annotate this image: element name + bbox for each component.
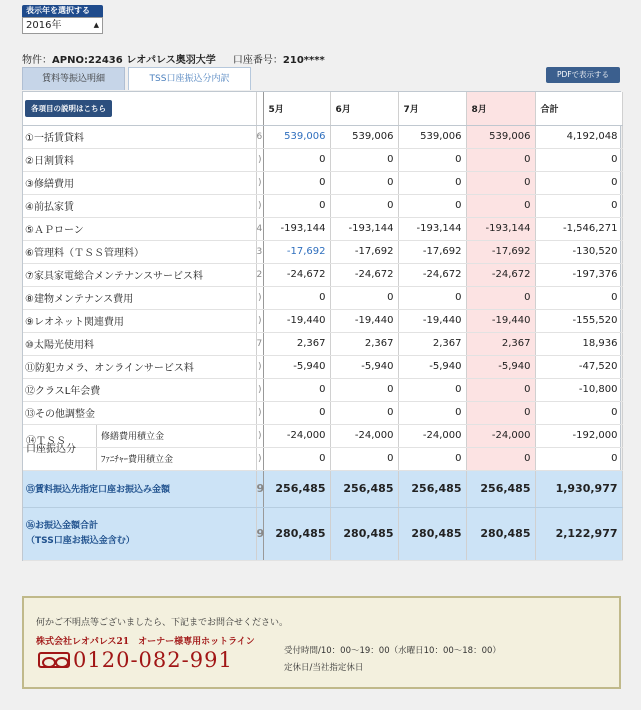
total-value: 280,485 bbox=[330, 507, 398, 560]
explain-button[interactable]: 各項目の説明はこちら bbox=[25, 100, 112, 117]
row-cut-value: ) bbox=[256, 424, 263, 447]
row-label: ⑫クラスL年会費 bbox=[23, 378, 256, 401]
free-dial-icon bbox=[38, 652, 70, 668]
row-value: -24,000 bbox=[398, 424, 466, 447]
row-value: 0 bbox=[466, 194, 535, 217]
row-cut-value: 9 bbox=[256, 470, 263, 507]
contact-hours: 受付時間/10：00〜19：00（水曜日10：00〜18：00） bbox=[284, 646, 501, 656]
row-cut-value: ) bbox=[256, 309, 263, 332]
row-cut-value: ) bbox=[256, 286, 263, 309]
statement-table bbox=[22, 91, 621, 561]
row-value: 0 bbox=[263, 401, 330, 424]
row-value: 18,936 bbox=[535, 332, 622, 355]
row-value: 0 bbox=[466, 447, 535, 470]
row-value: -24,672 bbox=[263, 263, 330, 286]
row-value: 539,006 bbox=[398, 125, 466, 148]
row-value: 0 bbox=[330, 194, 398, 217]
total-value: 256,485 bbox=[330, 470, 398, 507]
row-label: ⑤ＡＰローン bbox=[23, 217, 256, 240]
contact-phone[interactable] bbox=[38, 648, 233, 672]
pdf-button[interactable]: PDFで表示する bbox=[546, 67, 620, 83]
table-row bbox=[23, 263, 622, 286]
row-cut-value: ) bbox=[256, 447, 263, 470]
row-value: -17,692 bbox=[263, 240, 330, 263]
account-label: 口座番号： bbox=[232, 55, 283, 66]
row-value: 0 bbox=[398, 148, 466, 171]
header-gap bbox=[256, 92, 263, 125]
row-value: -193,144 bbox=[466, 217, 535, 240]
row-value: -24,672 bbox=[330, 263, 398, 286]
table-row bbox=[23, 286, 622, 309]
row-value: -5,940 bbox=[263, 355, 330, 378]
row-cut-value: ) bbox=[256, 194, 263, 217]
tss-inner bbox=[23, 443, 256, 470]
row-value: 0 bbox=[263, 286, 330, 309]
row-cut-value: ) bbox=[256, 355, 263, 378]
row-label: ⑩太陽光使用料 bbox=[23, 332, 256, 355]
table-row bbox=[23, 240, 622, 263]
row-value: -193,144 bbox=[330, 217, 398, 240]
year-selector-label: 表示年を選択する bbox=[22, 5, 103, 17]
row-value: 0 bbox=[466, 378, 535, 401]
row-label: ③修繕費用 bbox=[23, 171, 256, 194]
row-value: 0 bbox=[535, 447, 622, 470]
contact-company: 株式会社レオパレス21 オーナー様専用ホットライン bbox=[36, 637, 255, 647]
row-cut-value: 9 bbox=[256, 507, 263, 560]
row-value: 0 bbox=[330, 171, 398, 194]
row-value: 0 bbox=[466, 171, 535, 194]
table-row bbox=[23, 148, 622, 171]
contact-question: 何かご不明点等ございましたら、下記までお問合せください。 bbox=[36, 618, 289, 628]
row-label: ⑪防犯カメラ、オンラインサービス料 bbox=[23, 355, 256, 378]
row-value: -5,940 bbox=[466, 355, 535, 378]
column-header: 合計 bbox=[535, 92, 622, 125]
tab-rent-statement[interactable]: 賃料等振込明細 bbox=[22, 67, 125, 90]
account-number: 210**** bbox=[282, 55, 325, 66]
property-label: 物件： bbox=[22, 55, 52, 66]
row-value: 0 bbox=[330, 286, 398, 309]
table-row bbox=[23, 171, 622, 194]
property-info bbox=[22, 51, 325, 66]
tss-row-label-cell bbox=[23, 443, 256, 470]
table-row bbox=[23, 217, 622, 240]
tss-subrow-label: 修繕費用積立金 bbox=[101, 432, 165, 442]
row-value: 2,367 bbox=[466, 332, 535, 355]
total-value: 256,485 bbox=[466, 470, 535, 507]
row-value: 0 bbox=[398, 286, 466, 309]
row-value: -155,520 bbox=[535, 309, 622, 332]
property-name: APNO:22436 レオパレス奥羽大学 bbox=[52, 55, 216, 66]
total-value: 256,485 bbox=[263, 470, 330, 507]
contact-box bbox=[22, 596, 621, 689]
row-value: -19,440 bbox=[263, 309, 330, 332]
row-label: ①一括賃貸料 bbox=[23, 125, 256, 148]
row-value: -24,672 bbox=[398, 263, 466, 286]
table-row bbox=[23, 332, 622, 355]
row-value: -24,000 bbox=[466, 424, 535, 447]
row-value: -24,000 bbox=[263, 424, 330, 447]
tss-label-line2: 口座振込分 bbox=[26, 443, 76, 455]
row-value: 0 bbox=[466, 286, 535, 309]
row-value: -24,672 bbox=[466, 263, 535, 286]
row-label: ⑬その他調整金 bbox=[23, 401, 256, 424]
tss-row bbox=[23, 447, 622, 470]
row-value: -1,546,271 bbox=[535, 217, 622, 240]
select-arrows-icon: ▲ bbox=[93, 21, 99, 29]
row-value: -192,000 bbox=[535, 424, 622, 447]
row-value: 0 bbox=[398, 447, 466, 470]
row-value: 2,367 bbox=[398, 332, 466, 355]
year-selector[interactable] bbox=[22, 5, 103, 34]
total-label-line1: ⑯お振込金額合計 bbox=[26, 520, 99, 531]
row-value: 0 bbox=[263, 447, 330, 470]
row-value: 0 bbox=[398, 194, 466, 217]
row-label: ②日割賃料 bbox=[23, 148, 256, 171]
table-row bbox=[23, 309, 622, 332]
row-value: -19,440 bbox=[398, 309, 466, 332]
row-value: 0 bbox=[466, 148, 535, 171]
row-value: -130,520 bbox=[535, 240, 622, 263]
table-header bbox=[23, 92, 622, 125]
row-value: 0 bbox=[330, 148, 398, 171]
row-value: -193,144 bbox=[263, 217, 330, 240]
row-label: ⑨レオネット関連費用 bbox=[23, 309, 256, 332]
total-value: 256,485 bbox=[398, 470, 466, 507]
row-cut-value: ) bbox=[256, 148, 263, 171]
row-value: 0 bbox=[263, 171, 330, 194]
row-value: 0 bbox=[535, 148, 622, 171]
row-value: 539,006 bbox=[263, 125, 330, 148]
column-header: 5月 bbox=[263, 92, 330, 125]
row-cut-value: ) bbox=[256, 171, 263, 194]
row-value: -17,692 bbox=[398, 240, 466, 263]
total-value: 280,485 bbox=[466, 507, 535, 560]
row-value: -193,144 bbox=[398, 217, 466, 240]
tss-label-spacer bbox=[23, 443, 97, 470]
column-header: 7月 bbox=[398, 92, 466, 125]
table-row bbox=[23, 401, 622, 424]
row-value: 0 bbox=[466, 401, 535, 424]
table-row bbox=[23, 125, 622, 148]
row-value: 0 bbox=[535, 171, 622, 194]
total-value: 1,930,977 bbox=[535, 470, 622, 507]
table-row bbox=[23, 355, 622, 378]
row-value: -17,692 bbox=[466, 240, 535, 263]
row-cut-value: 6 bbox=[256, 125, 263, 148]
row-value: -47,520 bbox=[535, 355, 622, 378]
table-row bbox=[23, 194, 622, 217]
row-value: 2,367 bbox=[330, 332, 398, 355]
row-cut-value: 7 bbox=[256, 332, 263, 355]
column-header: 6月 bbox=[330, 92, 398, 125]
row-value: 0 bbox=[535, 194, 622, 217]
row-value: 539,006 bbox=[466, 125, 535, 148]
total-value: 280,485 bbox=[263, 507, 330, 560]
row-value: 0 bbox=[263, 378, 330, 401]
tab-tss-breakdown[interactable]: TSS口座振込分内訳 bbox=[128, 67, 251, 90]
row-label: ⑧建物メンテナンス費用 bbox=[23, 286, 256, 309]
phone-number: 0120-082-991 bbox=[73, 648, 233, 672]
row-value: 2,367 bbox=[263, 332, 330, 355]
row-value: 0 bbox=[263, 194, 330, 217]
row-cut-value: 3 bbox=[256, 240, 263, 263]
row-cut-value: 2 bbox=[256, 263, 263, 286]
total-row-grand bbox=[23, 507, 622, 560]
row-value: -5,940 bbox=[398, 355, 466, 378]
row-value: 4,192,048 bbox=[535, 125, 622, 148]
row-label: ⑥管理料（ＴＳＳ管理料） bbox=[23, 240, 256, 263]
row-label: ⑦家具家電総合メンテナンスサービス料 bbox=[23, 263, 256, 286]
row-cut-value: ) bbox=[256, 401, 263, 424]
total-label bbox=[23, 507, 256, 560]
row-value: 539,006 bbox=[330, 125, 398, 148]
header-explain-cell bbox=[23, 92, 256, 125]
year-select-value: 2016年 bbox=[26, 20, 62, 31]
row-value: -197,376 bbox=[535, 263, 622, 286]
contact-holiday: 定休日/当社指定休日 bbox=[284, 663, 364, 673]
row-value: -24,000 bbox=[330, 424, 398, 447]
row-value: 0 bbox=[398, 378, 466, 401]
row-value: -10,800 bbox=[535, 378, 622, 401]
total-row-transfer bbox=[23, 470, 622, 507]
total-label-line2: （TSS口座お振込金含む） bbox=[26, 535, 135, 546]
row-value: -19,440 bbox=[330, 309, 398, 332]
total-label: ⑮賃料振込先指定口座お振込み金額 bbox=[23, 470, 256, 507]
row-cut-value: ) bbox=[256, 378, 263, 401]
row-value: 0 bbox=[535, 286, 622, 309]
row-value: 0 bbox=[330, 447, 398, 470]
total-value: 2,122,977 bbox=[535, 507, 622, 560]
row-value: 0 bbox=[398, 171, 466, 194]
row-cut-value: 4 bbox=[256, 217, 263, 240]
column-header: 8月 bbox=[466, 92, 535, 125]
tss-label-line1: ⑭ＴＳＳ bbox=[26, 435, 66, 447]
row-value: 0 bbox=[263, 148, 330, 171]
row-value: 0 bbox=[330, 378, 398, 401]
row-value: 0 bbox=[398, 401, 466, 424]
row-label: ④前払家賃 bbox=[23, 194, 256, 217]
year-select[interactable] bbox=[22, 17, 103, 34]
row-value: 0 bbox=[535, 401, 622, 424]
total-value: 280,485 bbox=[398, 507, 466, 560]
row-value: 0 bbox=[330, 401, 398, 424]
row-value: -5,940 bbox=[330, 355, 398, 378]
row-value: -17,692 bbox=[330, 240, 398, 263]
tss-subrow-label: ﾌｧﾆﾁｬｰ費用積立金 bbox=[101, 455, 174, 465]
table-row bbox=[23, 378, 622, 401]
row-value: -19,440 bbox=[466, 309, 535, 332]
tss-row bbox=[23, 424, 622, 447]
